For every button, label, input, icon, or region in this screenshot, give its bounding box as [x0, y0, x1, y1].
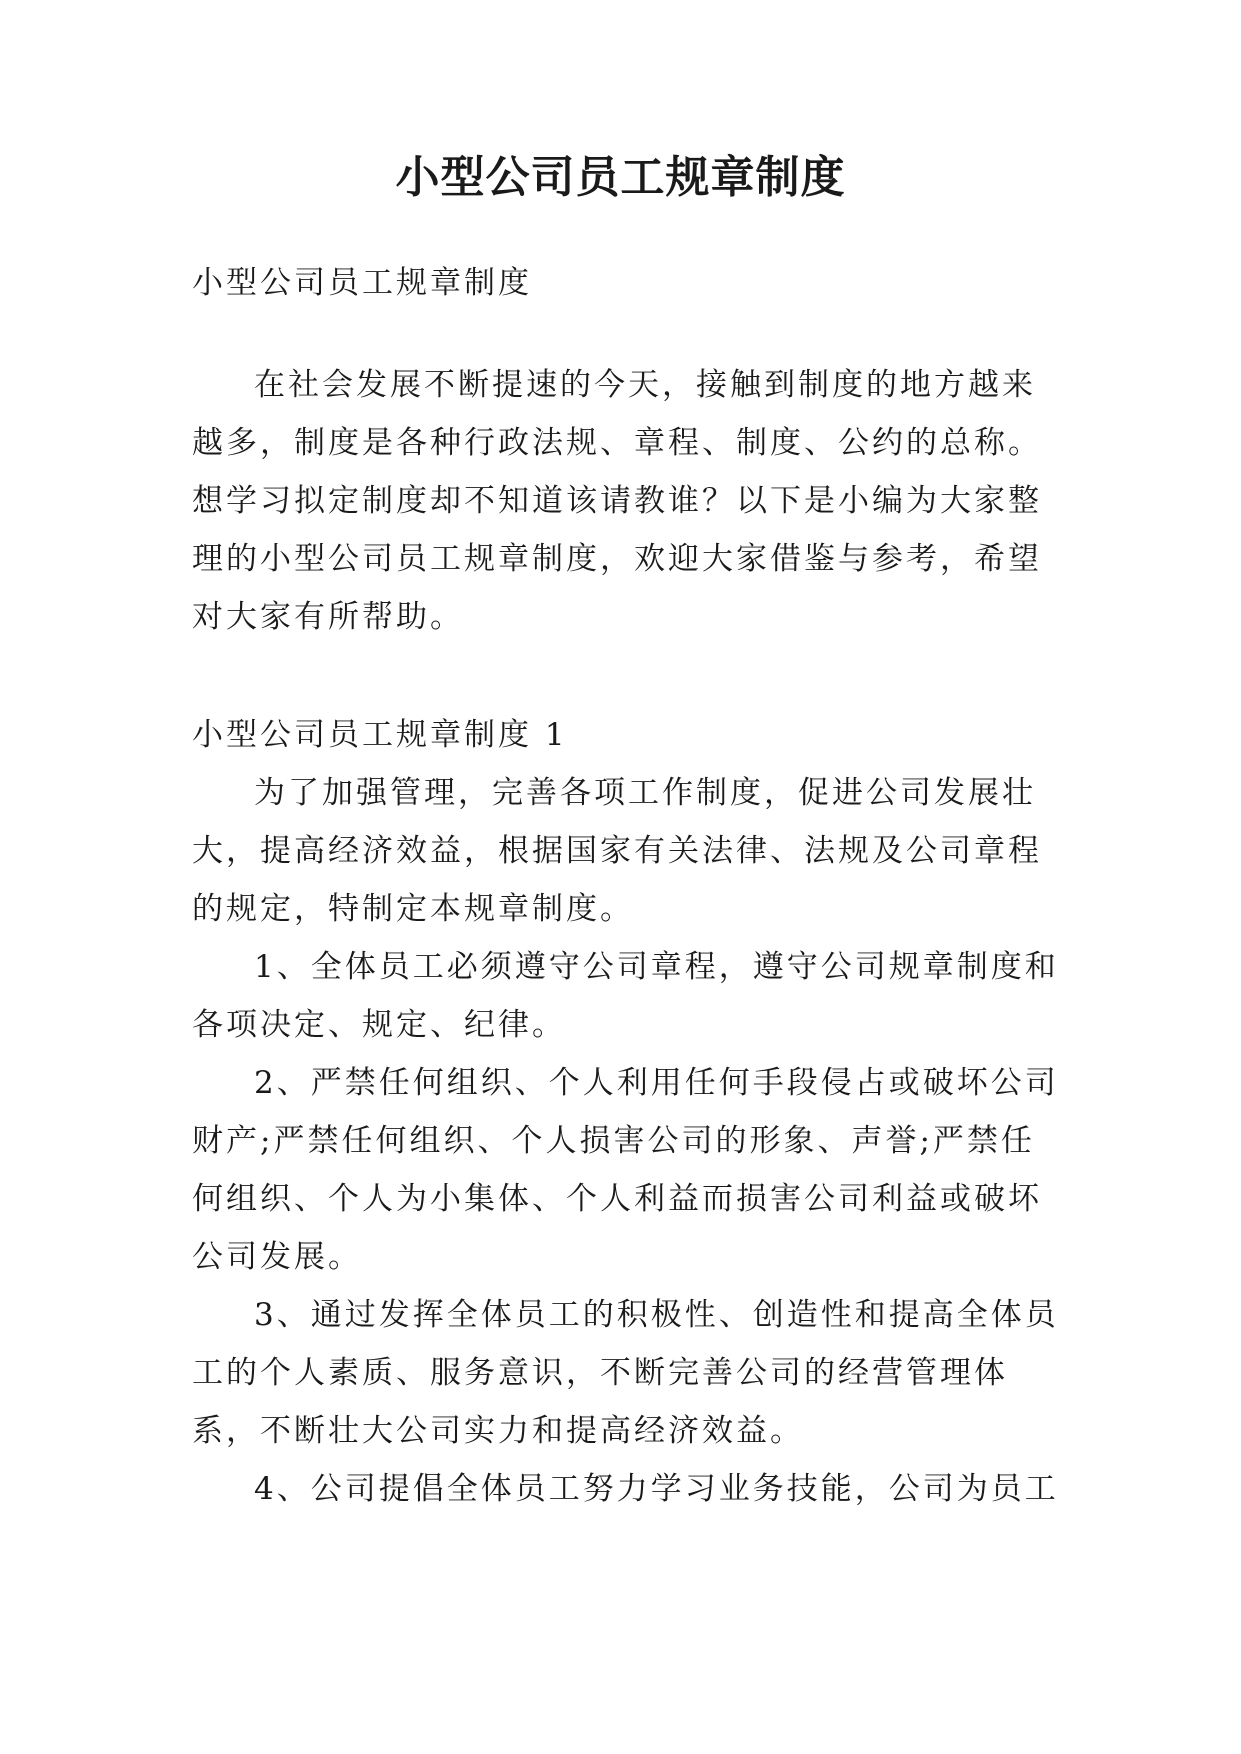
section-body: [192, 764, 1062, 1518]
intro-paragraph: [192, 356, 1062, 646]
section-heading: 小型公司员工规章制度 1: [192, 717, 568, 753]
document-title: 小型公司员工规章制度: [395, 152, 846, 203]
paragraph-preamble: 为了加强管理，完善各项工作制度，促进公司发展壮大，提高经济效益，根据国家有关法律、法规及公司章程的规定，特制定本规章制度。: [192, 775, 1042, 927]
document-subtitle: 小型公司员工规章制度: [192, 265, 532, 301]
paragraph-item-4: 4、公司提倡全体员工努力学习业务技能，公司为员工: [254, 1471, 1059, 1507]
paragraph-item-3: 3、通过发挥全体员工的积极性、创造性和提高全体员工的个人素质、服务意识，不断完善公司的经营管理体系，不断壮大公司实力和提高经济效益。: [192, 1297, 1059, 1449]
paragraph-item-2: 2、严禁任何组织、个人利用任何手段侵占或破坏公司财产;严禁任何组织、个人损害公司的形象、声誉;严禁任何组织、个人为小集体、个人利益而损害公司利益或破坏公司发展。: [192, 1065, 1059, 1275]
intro-text: 在社会发展不断提速的今天，接触到制度的地方越来越多，制度是各种行政法规、章程、制度、公约的总称。想学习拟定制度却不知道该请教谁？以下是小编为大家整理的小型公司员工规章制度，欢迎大家借鉴与参考，希望对大家有所帮助。: [192, 367, 1042, 635]
paragraph-item-1: 1、全体员工必须遵守公司章程，遵守公司规章制度和各项决定、规定、纪律。: [192, 949, 1059, 1043]
